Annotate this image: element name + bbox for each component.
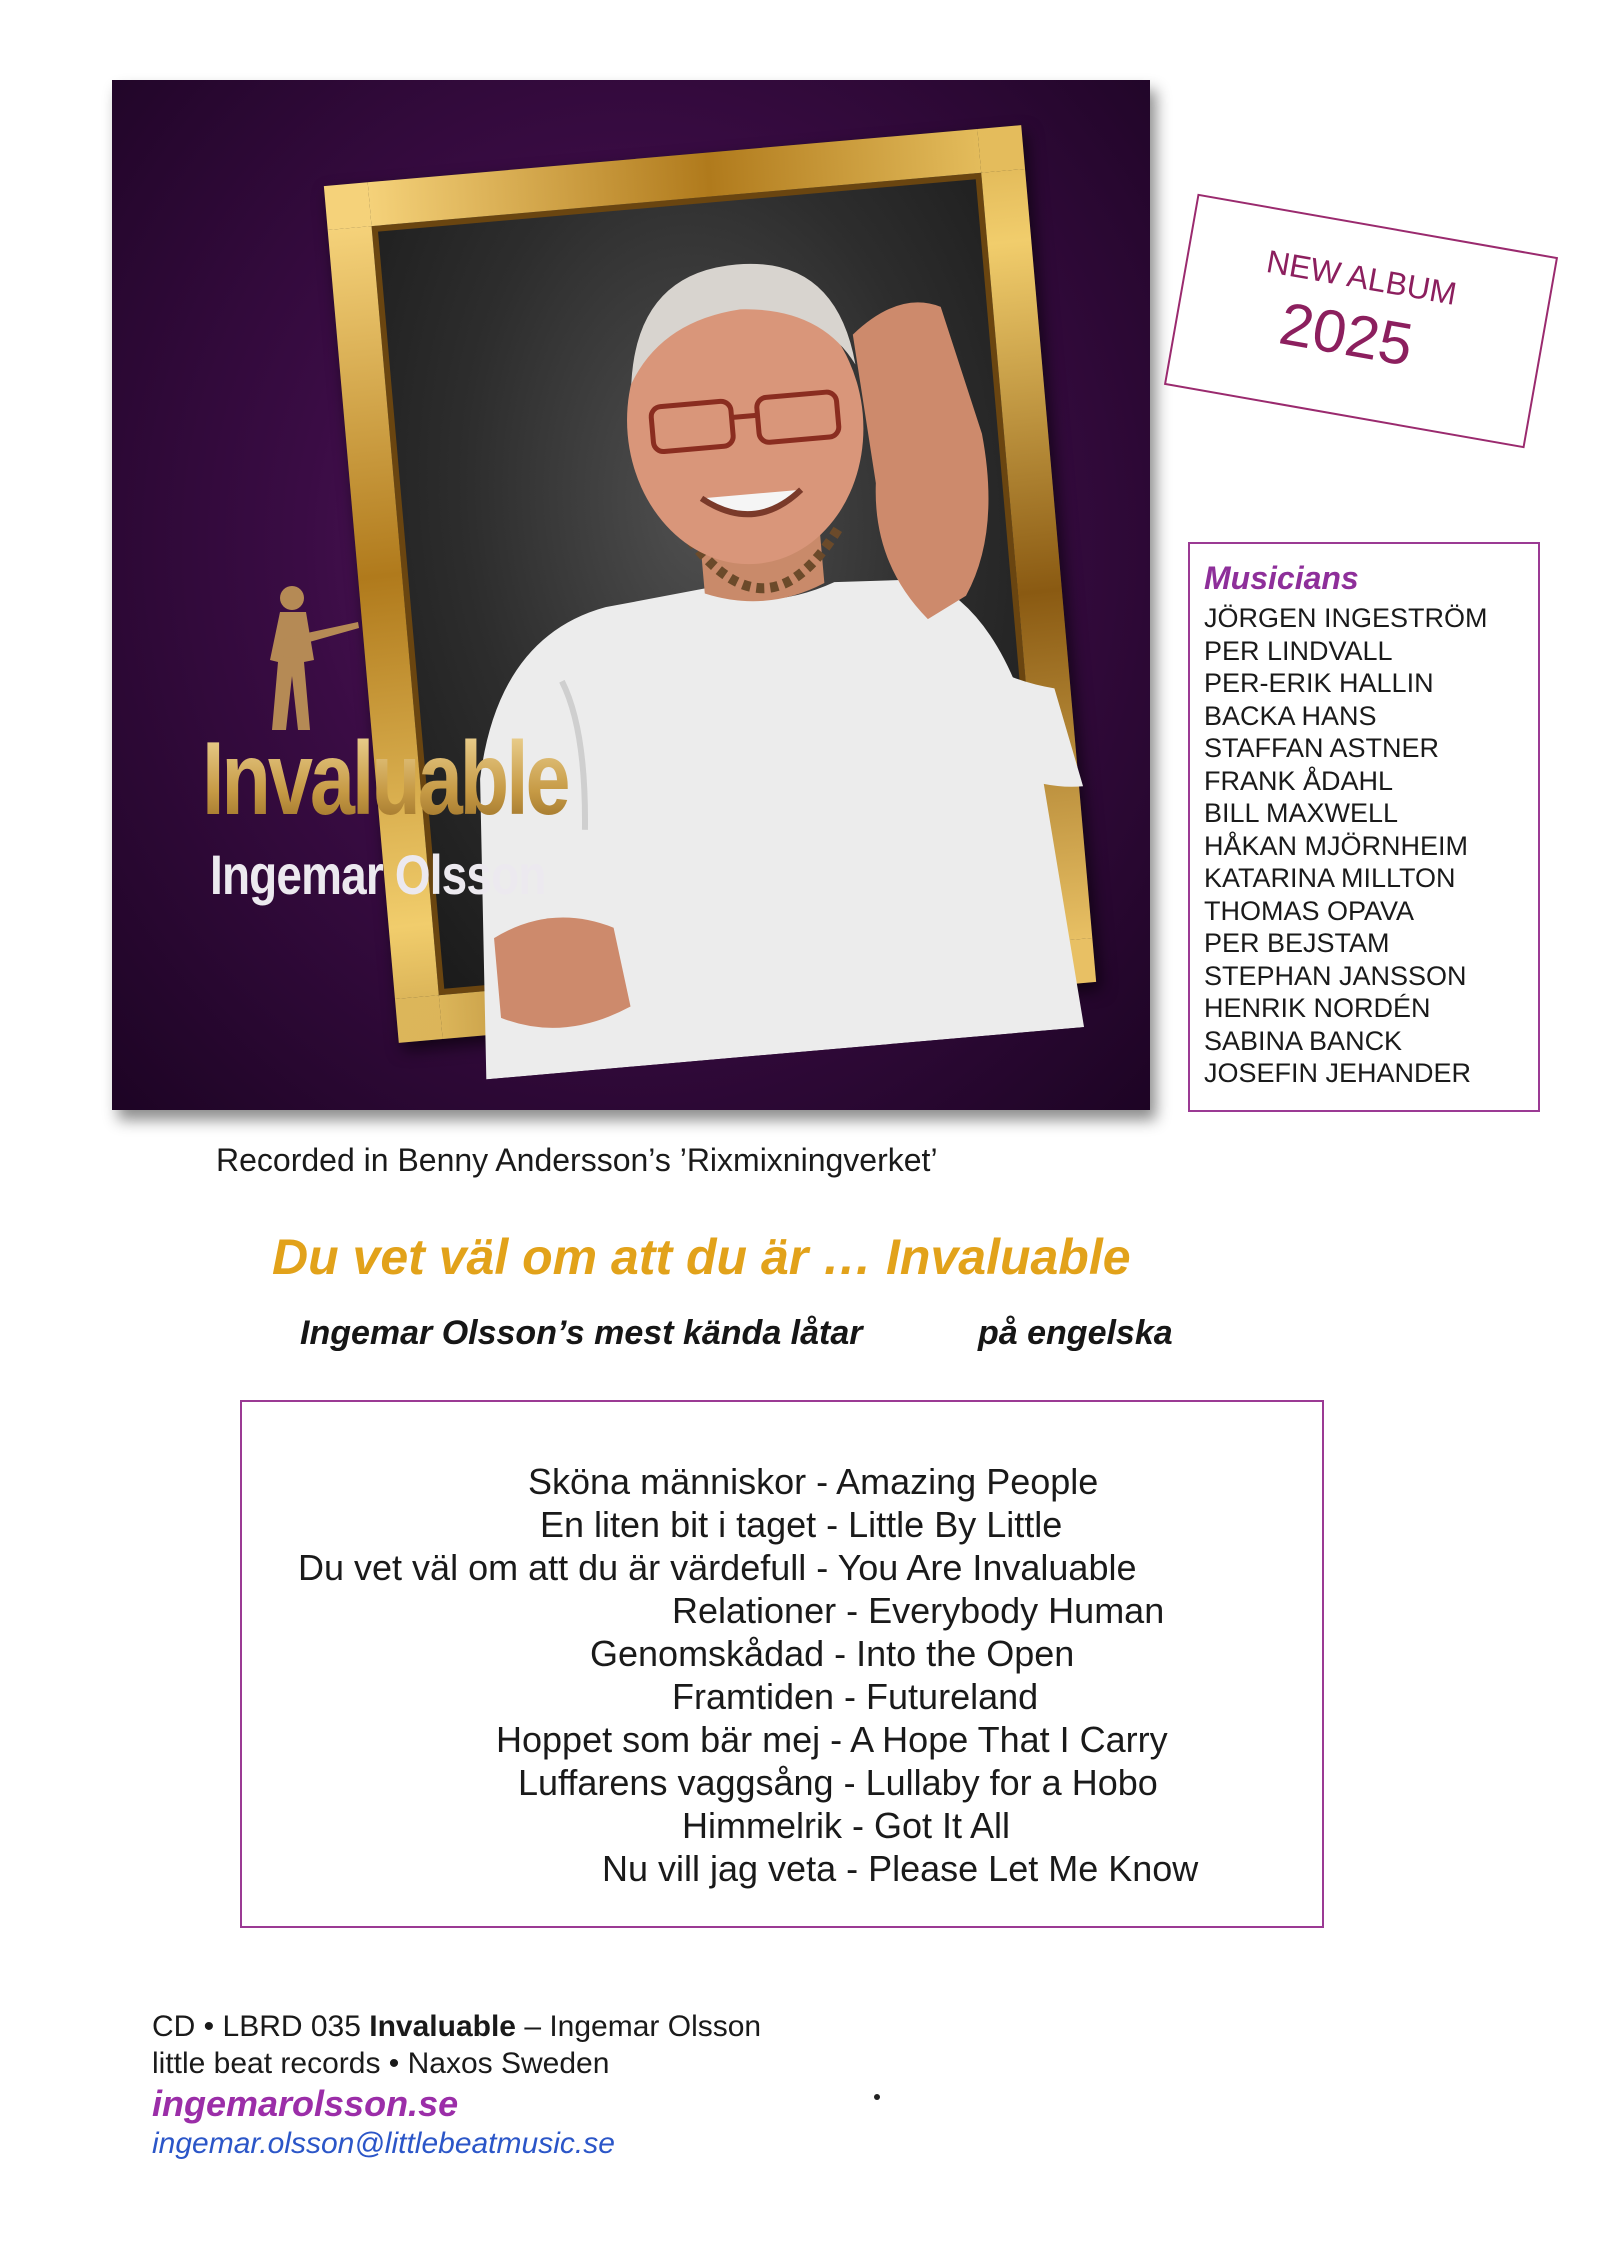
- musician-name: JOSEFIN JEHANDER: [1204, 1058, 1472, 1088]
- bullet-dot: [874, 2094, 880, 2100]
- catalog-album-title: Invaluable: [369, 2010, 516, 2043]
- catalog-artist: – Ingemar Olsson: [524, 2010, 762, 2043]
- musician-name: HÅKAN MJÖRNHEIM: [1204, 830, 1469, 861]
- album-artist: Ingemar Olsson: [210, 843, 546, 906]
- musician-name: PER BEJSTAM: [1204, 928, 1390, 958]
- musician-name: STAFFAN ASTNER: [1204, 733, 1440, 763]
- track-item: Framtiden - Futureland: [672, 1676, 1039, 1717]
- subtitle-part-1: Ingemar Olsson’s mest kända låtar: [300, 1314, 863, 1352]
- tagline: Du vet väl om att du är … Invaluable: [272, 1229, 1131, 1285]
- musicians-heading: Musicians: [1204, 560, 1359, 596]
- track-item: Hoppet som bär mej - A Hope That I Carry: [496, 1719, 1168, 1760]
- stamp-label: NEW ALBUM: [1263, 243, 1460, 312]
- album-cover: [112, 80, 1150, 1110]
- musician-name: KATARINA MILLTON: [1204, 863, 1456, 893]
- musician-name: PER LINDVALL: [1204, 635, 1393, 666]
- track-item: Du vet väl om att du är värdefull - You Are Invaluable: [298, 1547, 1137, 1588]
- guitarist-silhouette-icon: [250, 580, 360, 740]
- stamp-year: 2025: [1274, 289, 1418, 379]
- artist-portrait: [372, 165, 1144, 1083]
- recording-note: Recorded in Benny Andersson’s ’Rixmixningverket’: [216, 1142, 938, 1178]
- email-link[interactable]: ingemar.olsson@littlebeatmusic.se: [152, 2127, 615, 2160]
- track-item: Genomskådad - Into the Open: [590, 1633, 1075, 1674]
- label-line: little beat records • Naxos Sweden: [152, 2047, 610, 2080]
- musician-name: JÖRGEN INGESTRÖM: [1204, 603, 1488, 633]
- subtitle-part-2: på engelska: [978, 1314, 1173, 1352]
- track-item: Himmelrik - Got It All: [682, 1805, 1011, 1846]
- musician-name: THOMAS OPAVA: [1204, 895, 1415, 926]
- musician-name: PER-ERIK HALLIN: [1204, 668, 1434, 698]
- musicians-box: [1188, 542, 1540, 1112]
- track-item: En liten bit i taget - Little By Little: [540, 1504, 1063, 1545]
- catalog-number: CD • LBRD 035: [152, 2010, 361, 2043]
- musicians-list: [1204, 602, 1488, 1090]
- musician-name: SABINA BANCK: [1204, 1025, 1403, 1056]
- track-item: Sköna människor - Amazing People: [528, 1461, 1099, 1502]
- musician-name: STEPHAN JANSSON: [1204, 960, 1467, 991]
- musician-name: HENRIK NORDÉN: [1204, 993, 1431, 1023]
- website-link[interactable]: ingemarolsson.se: [152, 2083, 459, 2124]
- musician-name: BILL MAXWELL: [1204, 798, 1399, 828]
- musician-name: FRANK ÅDAHL: [1204, 765, 1394, 796]
- catalog-line: [152, 2008, 761, 2045]
- tracklist-box: [240, 1400, 1324, 1928]
- album-title: Invaluable: [202, 721, 568, 837]
- track-item: Nu vill jag veta - Please Let Me Know: [602, 1848, 1199, 1889]
- new-album-stamp: [1164, 194, 1558, 449]
- footer: [152, 2008, 761, 2162]
- track-item: Relationer - Everybody Human: [672, 1590, 1165, 1631]
- musician-name: BACKA HANS: [1204, 700, 1377, 731]
- track-item: Luffarens vaggsång - Lullaby for a Hobo: [518, 1762, 1158, 1803]
